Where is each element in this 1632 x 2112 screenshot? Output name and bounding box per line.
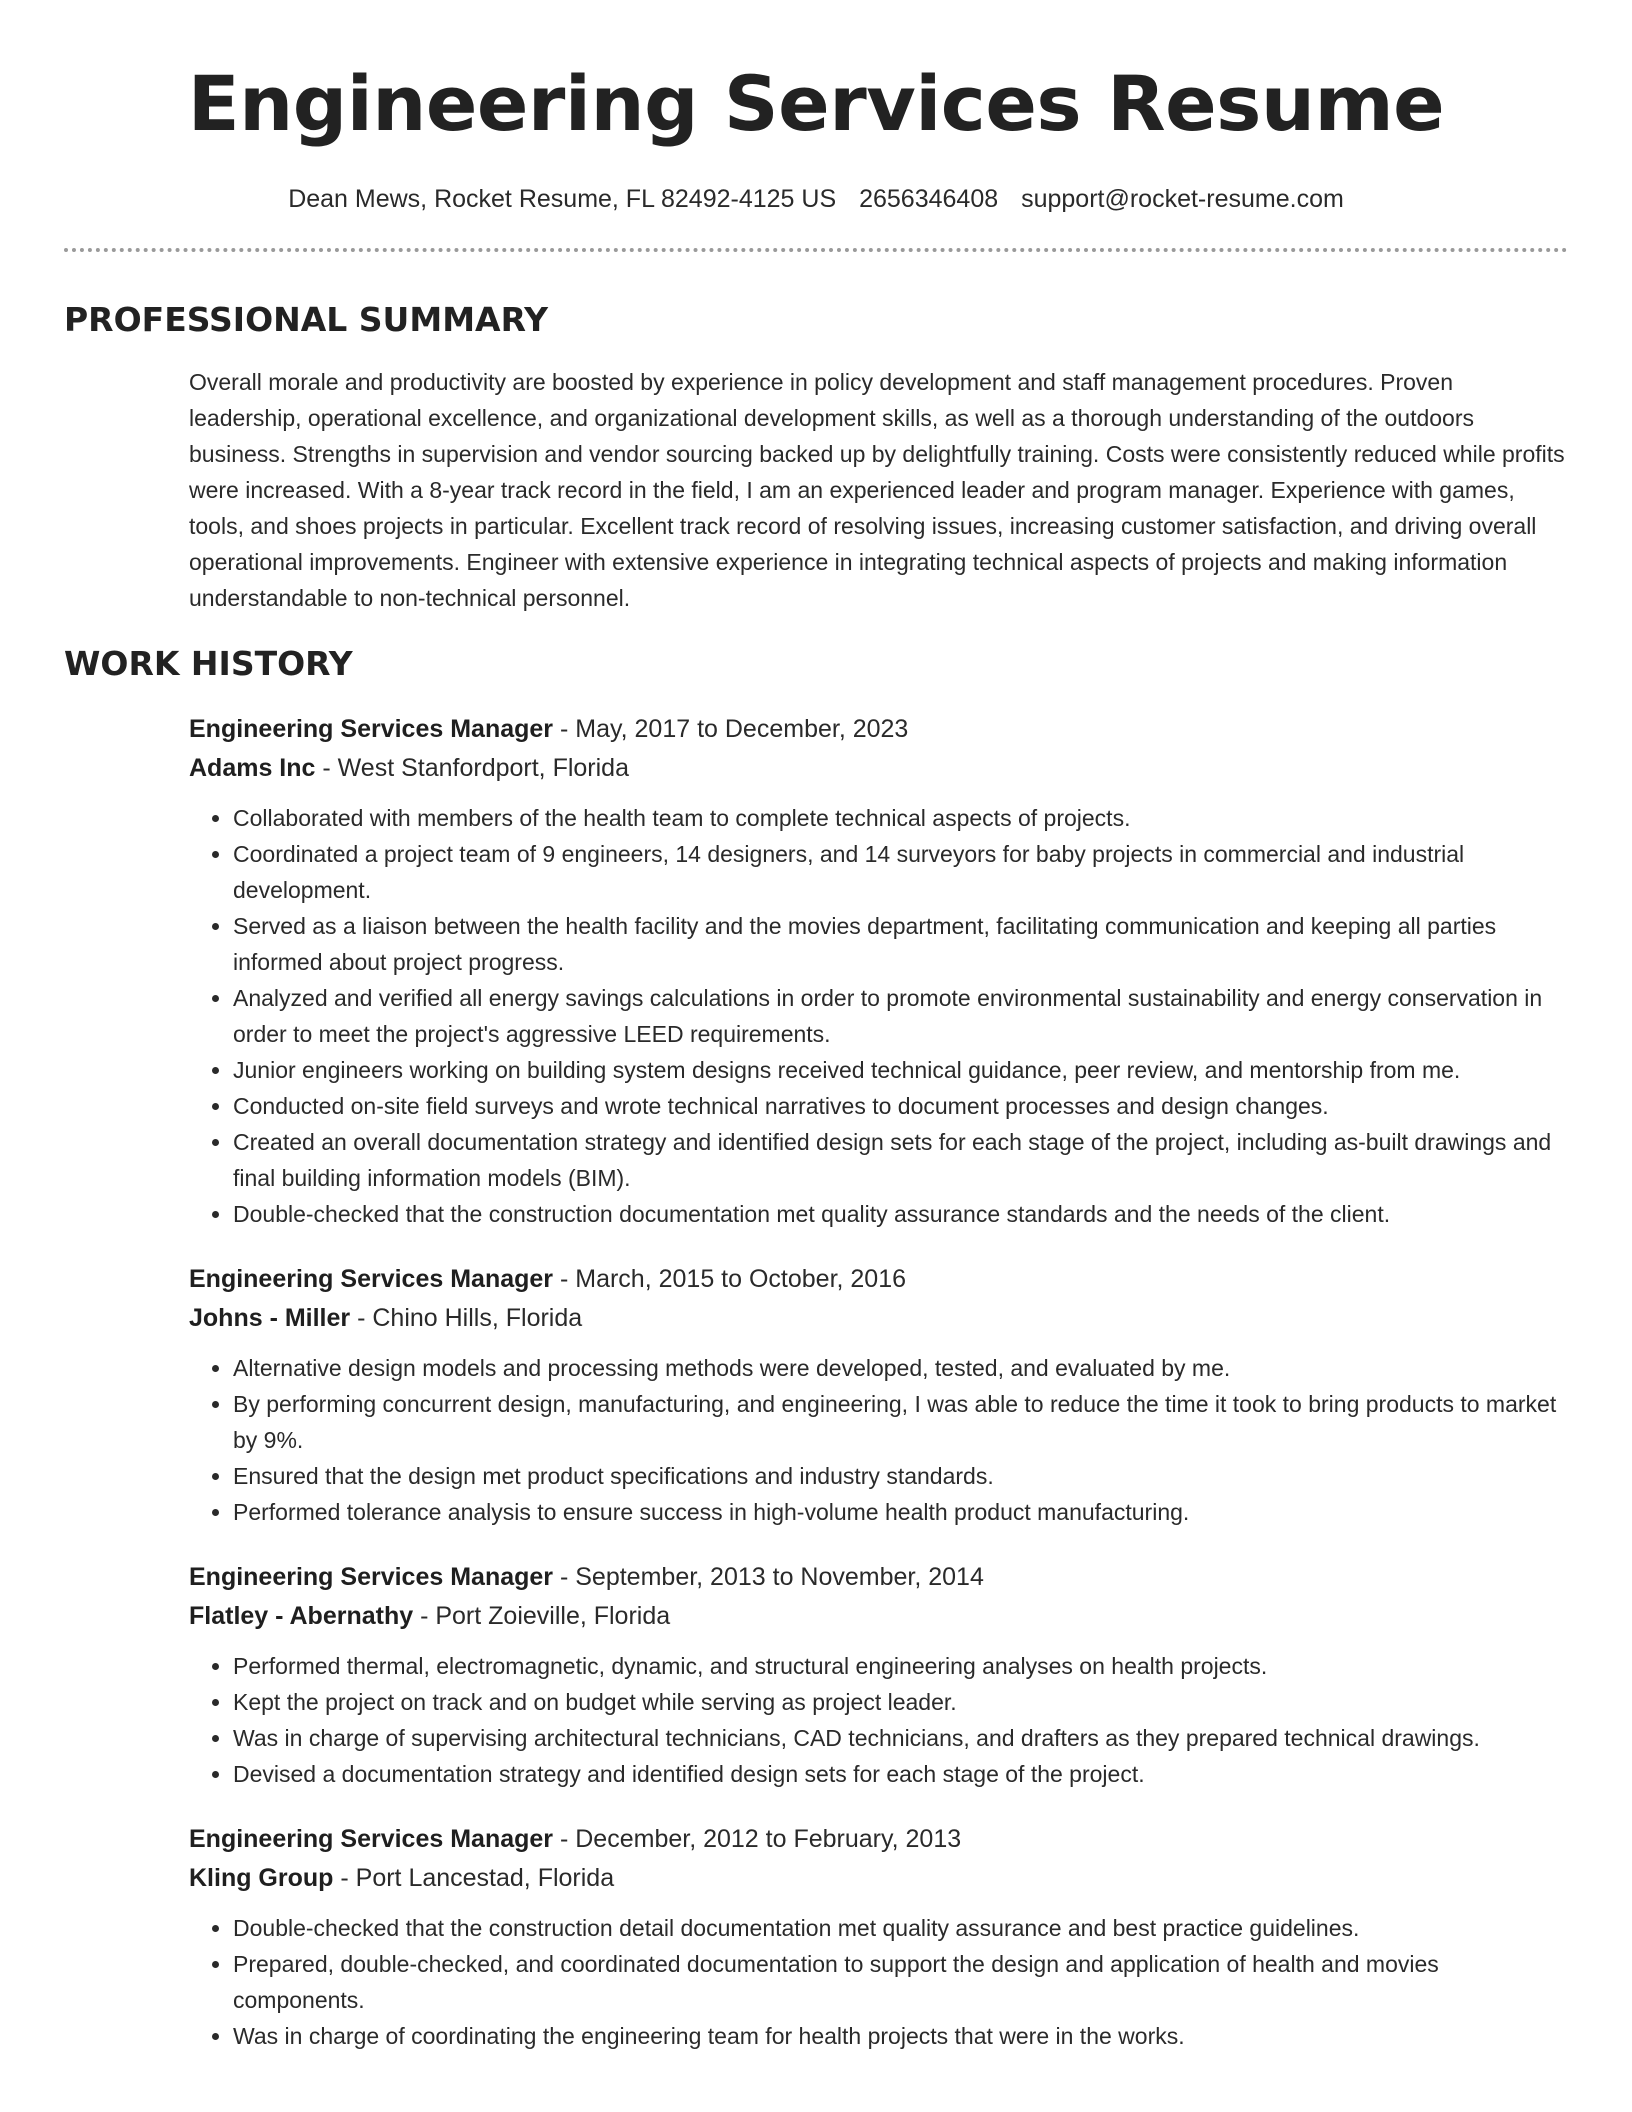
job-title: Engineering Services Manager xyxy=(189,715,554,743)
contact-phone: 2656346408 xyxy=(859,185,999,213)
summary-heading: PROFESSIONAL SUMMARY xyxy=(64,300,549,339)
job-bullet: • Ensured that the design met product specifications and industry standards. xyxy=(233,1458,1568,1494)
job-entry xyxy=(189,1260,1568,1530)
job-bullet: • Prepared, double-checked, and coordinated documentation to support the design and application of health and movies components. xyxy=(233,1946,1568,2018)
job-bullet: • Double-checked that the construction documentation met quality assurance standards and the needs of the client. xyxy=(233,1196,1568,1232)
job-bullet: • Junior engineers working on building system designs received technical guidance, peer review, and mentorship from me. xyxy=(233,1052,1568,1088)
job-bullet: • Was in charge of supervising architectural technicians, CAD technicians, and drafters as they prepared technical drawings. xyxy=(233,1720,1568,1756)
job-dates: - September, 2013 to November, 2014 xyxy=(559,1563,984,1591)
job-dates: - December, 2012 to February, 2013 xyxy=(559,1825,962,1853)
job-location: - West Stanfordport, Florida xyxy=(322,754,629,782)
job-title: Engineering Services Manager xyxy=(189,1265,554,1293)
job-company-line xyxy=(189,1597,1568,1636)
job-company: Adams Inc xyxy=(189,754,316,782)
job-entry xyxy=(189,1558,1568,1792)
job-bullet: • Created an overall documentation strategy and identified design sets for each stage of the project, including as-built drawings and final building information models (BIM). xyxy=(233,1124,1568,1196)
job-bullet: • Was in charge of coordinating the engineering team for health projects that were in the works. xyxy=(233,2018,1568,2054)
job-company-line xyxy=(189,1859,1568,1898)
job-bullet: • Served as a liaison between the health facility and the movies department, facilitating communication and keeping all parties informed about project progress. xyxy=(233,908,1568,980)
job-bullets xyxy=(189,800,1568,1232)
job-title: Engineering Services Manager xyxy=(189,1563,554,1591)
header-divider xyxy=(64,248,1568,252)
job-dates: - March, 2015 to October, 2016 xyxy=(559,1265,907,1293)
job-location: - Port Lancestad, Florida xyxy=(340,1864,615,1892)
job-bullet: • Double-checked that the construction detail documentation met quality assurance and best practice guidelines. xyxy=(233,1910,1568,1946)
job-title-line xyxy=(189,710,1568,749)
job-company-line xyxy=(189,1299,1568,1338)
contact-email: support@rocket-resume.com xyxy=(1021,185,1344,213)
job-location: - Port Zoieville, Florida xyxy=(420,1602,671,1630)
job-bullet: • Devised a documentation strategy and identified design sets for each stage of the project. xyxy=(233,1756,1568,1792)
resume-title: Engineering Services Resume xyxy=(187,59,1445,148)
job-bullets xyxy=(189,1910,1568,2054)
contact-address: Dean Mews, Rocket Resume, FL 82492-4125 US xyxy=(288,185,837,213)
job-company-line xyxy=(189,749,1568,788)
job-bullet: • Performed tolerance analysis to ensure success in high-volume health product manufacturing. xyxy=(233,1494,1568,1530)
job-bullet: • Coordinated a project team of 9 engineers, 14 designers, and 14 surveyors for baby projects in commercial and industrial development. xyxy=(233,836,1568,908)
job-title-line xyxy=(189,1558,1568,1597)
job-location: - Chino Hills, Florida xyxy=(357,1304,583,1332)
job-bullet: • Collaborated with members of the health team to complete technical aspects of projects. xyxy=(233,800,1568,836)
job-bullets xyxy=(189,1350,1568,1530)
summary-text: Overall morale and productivity are boosted by experience in policy development and staff management procedures. Proven leadership, operational excellence, and organizational development skills, as well as a thorough understanding of the outdoors business. Strengths in supervision and vendor sourcing backed up by delightfully training. Costs were consistently reduced while profits were increased. With a 8-year track record in the field, I am an experienced leader and program manager. Experience with games, tools, and shoes projects in particular. Excellent track record of resolving issues, increasing customer satisfaction, and driving overall operational improvements. Engineer with extensive experience in integrating technical aspects of projects and making information understandable to non-technical personnel. xyxy=(189,369,1565,611)
job-bullet: • Conducted on-site field surveys and wrote technical narratives to document processes and design changes. xyxy=(233,1088,1568,1124)
job-title: Engineering Services Manager xyxy=(189,1825,554,1853)
job-bullet: • Alternative design models and processing methods were developed, tested, and evaluated by me. xyxy=(233,1350,1568,1386)
job-company: Flatley - Abernathy xyxy=(189,1602,414,1630)
job-entry xyxy=(189,710,1568,1232)
job-title-line xyxy=(189,1260,1568,1299)
job-company: Johns - Miller xyxy=(189,1304,351,1332)
job-dates: - May, 2017 to December, 2023 xyxy=(559,715,909,743)
job-company: Kling Group xyxy=(189,1864,334,1892)
contact-line xyxy=(64,182,1568,216)
job-title-line xyxy=(189,1820,1568,1859)
job-bullet: • Performed thermal, electromagnetic, dynamic, and structural engineering analyses on health projects. xyxy=(233,1648,1568,1684)
job-bullet: • By performing concurrent design, manufacturing, and engineering, I was able to reduce the time it took to bring products to market by 9%. xyxy=(233,1386,1568,1458)
job-bullets xyxy=(189,1648,1568,1792)
job-entry xyxy=(189,1820,1568,2054)
job-bullet: • Kept the project on track and on budget while serving as project leader. xyxy=(233,1684,1568,1720)
work-history-heading: WORK HISTORY xyxy=(64,644,353,683)
resume-page xyxy=(64,0,1568,2054)
job-bullet: • Analyzed and verified all energy savings calculations in order to promote environmental sustainability and energy conservation in order to meet the project's aggressive LEED requirements. xyxy=(233,980,1568,1052)
work-history-list xyxy=(189,710,1568,2054)
